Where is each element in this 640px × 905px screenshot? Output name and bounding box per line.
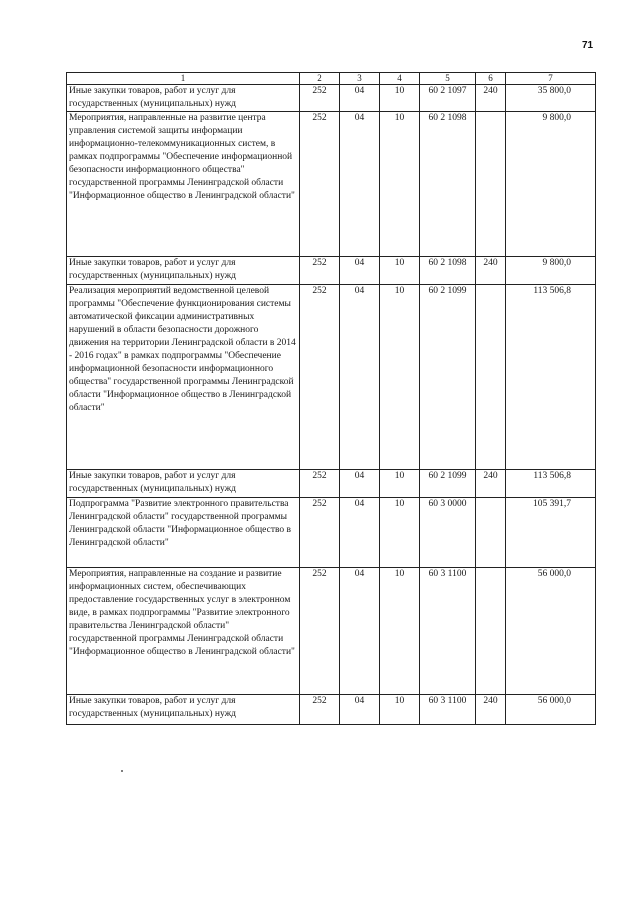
row-target-article: 60 2 1099 (420, 285, 476, 470)
header-row (67, 73, 596, 85)
row-ministry-code: 252 (300, 470, 340, 498)
table-row (67, 85, 596, 112)
header-col-6: 6 (476, 73, 506, 85)
row-section-code: 04 (340, 568, 380, 695)
row-expense-type (476, 568, 506, 695)
row-ministry-code: 252 (300, 568, 340, 695)
row-subsection-code: 10 (380, 112, 420, 257)
table-row (67, 568, 596, 695)
row-expense-type: 240 (476, 695, 506, 725)
row-description: Иные закупки товаров, работ и услуг для государственных (муниципальных) нужд (67, 470, 300, 498)
row-section-code: 04 (340, 470, 380, 498)
row-target-article: 60 3 0000 (420, 498, 476, 568)
row-amount: 56 000,0 (506, 695, 596, 725)
row-section-code: 04 (340, 285, 380, 470)
row-amount: 113 506,8 (506, 285, 596, 470)
row-ministry-code: 252 (300, 498, 340, 568)
table-row (67, 498, 596, 568)
header-col-3: 3 (340, 73, 380, 85)
header-col-7: 7 (506, 73, 596, 85)
row-target-article: 60 2 1099 (420, 470, 476, 498)
budget-table (66, 72, 596, 725)
row-section-code: 04 (340, 695, 380, 725)
row-target-article: 60 2 1098 (420, 112, 476, 257)
row-section-code: 04 (340, 498, 380, 568)
row-section-code: 04 (340, 85, 380, 112)
header-col-1: 1 (67, 73, 300, 85)
page-number: 71 (582, 40, 594, 51)
row-expense-type: 240 (476, 470, 506, 498)
row-subsection-code: 10 (380, 470, 420, 498)
row-subsection-code: 10 (380, 568, 420, 695)
header-col-2: 2 (300, 73, 340, 85)
row-section-code: 04 (340, 112, 380, 257)
row-subsection-code: 10 (380, 85, 420, 112)
row-description: Реализация мероприятий ведомственной целевой программы "Обеспечение функционирования системы автоматической фиксации административных нарушений в области безопасности дорожного движения на территории Ленинградской области в 2014 - 2016 годах" в рамках подпрограммы "Обеспечение информационной безопасности информационного общества" государственной программы Ленинградской области "Информационное общество в Ленинградской области" (67, 285, 300, 470)
table-row (67, 695, 596, 725)
row-ministry-code: 252 (300, 285, 340, 470)
header-col-4: 4 (380, 73, 420, 85)
row-subsection-code: 10 (380, 695, 420, 725)
row-ministry-code: 252 (300, 112, 340, 257)
row-amount: 9 800,0 (506, 257, 596, 285)
row-description: Подпрограмма "Развитие электронного правительства Ленинградской области" государственной программы Ленинградской области "Информационное общество в Ленинградской области" (67, 498, 300, 568)
row-subsection-code: 10 (380, 285, 420, 470)
row-subsection-code: 10 (380, 257, 420, 285)
table-row (67, 257, 596, 285)
row-ministry-code: 252 (300, 695, 340, 725)
row-section-code: 04 (340, 257, 380, 285)
row-amount: 113 506,8 (506, 470, 596, 498)
header-col-5: 5 (420, 73, 476, 85)
row-description: Мероприятия, направленные на развитие центра управления системой защиты информации информационно-телекоммуникационных систем, в рамках подпрограммы "Обеспечение информационной безопасности информационного общества" государственной программы Ленинградской области "Информационное общество в Ленинградской области" (67, 112, 300, 257)
row-amount: 35 800,0 (506, 85, 596, 112)
row-target-article: 60 3 1100 (420, 568, 476, 695)
row-expense-type: 240 (476, 257, 506, 285)
table-row (67, 470, 596, 498)
row-expense-type (476, 498, 506, 568)
row-description: Иные закупки товаров, работ и услуг для государственных (муниципальных) нужд (67, 257, 300, 285)
row-target-article: 60 3 1100 (420, 695, 476, 725)
scan-speck (121, 770, 123, 772)
row-target-article: 60 2 1097 (420, 85, 476, 112)
row-expense-type (476, 112, 506, 257)
row-target-article: 60 2 1098 (420, 257, 476, 285)
row-description: Иные закупки товаров, работ и услуг для государственных (муниципальных) нужд (67, 85, 300, 112)
table-row (67, 285, 596, 470)
table-row (67, 112, 596, 257)
row-amount: 56 000,0 (506, 568, 596, 695)
row-ministry-code: 252 (300, 85, 340, 112)
row-description: Мероприятия, направленные на создание и развитие информационных систем, обеспечивающих предоставление государственных услуг в электронном виде, в рамках подпрограммы "Развитие электронного правительства Ленинградской области" государственной программы Ленинградской области "Информационное общество в Ленинградской области" (67, 568, 300, 695)
row-subsection-code: 10 (380, 498, 420, 568)
row-expense-type (476, 285, 506, 470)
row-description: Иные закупки товаров, работ и услуг для государственных (муниципальных) нужд (67, 695, 300, 725)
row-amount: 105 391,7 (506, 498, 596, 568)
row-amount: 9 800,0 (506, 112, 596, 257)
row-ministry-code: 252 (300, 257, 340, 285)
row-expense-type: 240 (476, 85, 506, 112)
